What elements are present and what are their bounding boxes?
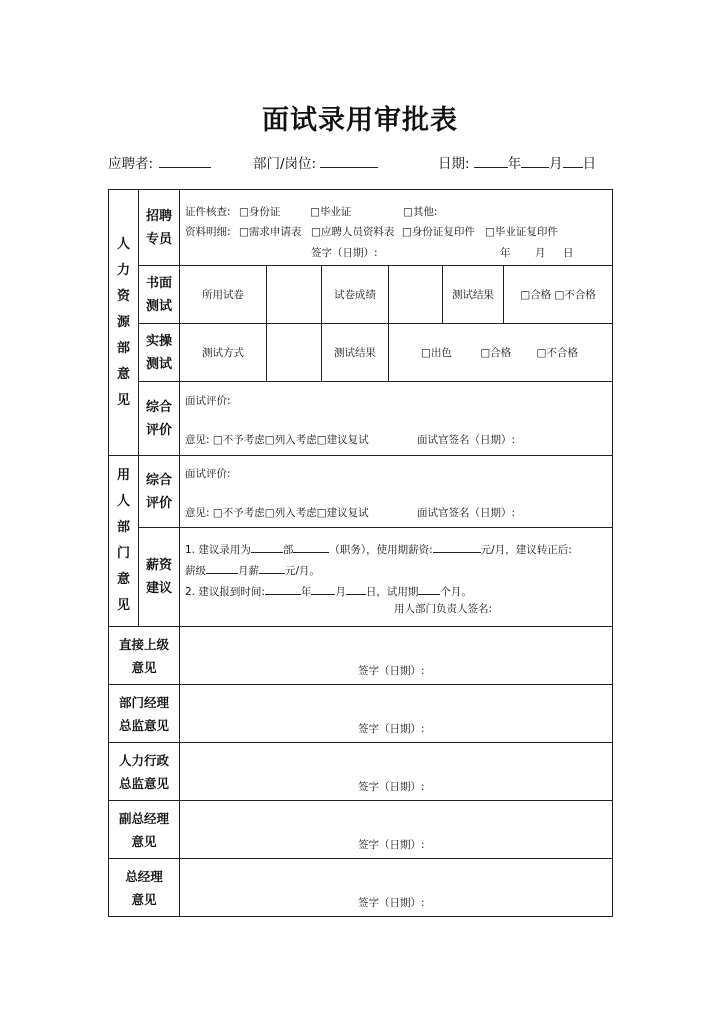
approval-label-dept-manager: 部门经理 总监意见 — [109, 685, 180, 743]
recruiter-label: 招聘 专员 — [139, 190, 180, 266]
test-method-label: 测试方式 — [180, 324, 267, 382]
practical-result-label: 测试结果 — [322, 324, 389, 382]
recruiter-sign-label: 签字（日期）: — [311, 247, 378, 259]
approval-label-hr-admin-director: 人力行政 总监意见 — [109, 743, 180, 801]
paper-score-label: 试卷成绩 — [322, 266, 389, 324]
date-month-input[interactable] — [521, 153, 549, 168]
hr-section-label: 人 力 资 源 部 意 见 — [109, 190, 139, 456]
practical-test-label: 实操 测试 — [139, 324, 180, 382]
written-result-options[interactable]: □合格 □不合格 — [504, 266, 613, 324]
page-title: 面试录用审批表 — [262, 105, 458, 136]
checkbox-id-card[interactable]: □身份证 — [239, 206, 281, 218]
approval-cell-hr-admin-director[interactable]: 签字（日期）: — [180, 743, 613, 801]
salary-label: 薪资 建议 — [139, 528, 180, 627]
date-year-input[interactable] — [474, 153, 508, 168]
approval-cell-dept-manager[interactable]: 签字（日期）: — [180, 685, 613, 743]
report-year-input[interactable] — [265, 580, 301, 595]
checkbox-id-copy[interactable]: □身份证复印件 — [402, 226, 475, 238]
dept-head-sign: 用人部门负责人签名: — [394, 603, 493, 615]
checkbox-other[interactable]: □其他: — [403, 206, 438, 218]
dept-eval-label: 面试评价: — [185, 468, 231, 480]
hr-interviewer-sign: 面试官签名（日期）: — [417, 434, 516, 446]
approval-cell-direct-supervisor[interactable]: 签字（日期）: — [180, 627, 613, 685]
report-month-input[interactable] — [311, 580, 335, 595]
dept-section-label: 用 人 部 门 意 见 — [109, 456, 139, 627]
checkbox-excellent[interactable]: □出色 — [421, 347, 452, 359]
hr-overall-label: 综合 评价 — [139, 382, 180, 456]
probation-salary-input[interactable] — [433, 538, 481, 553]
report-day-input[interactable] — [346, 580, 366, 595]
approval-label-direct-supervisor: 直接上级 意见 — [109, 627, 180, 685]
paper-used-input[interactable] — [267, 266, 322, 324]
monthly-salary-input[interactable] — [259, 559, 285, 574]
checkbox-applicant-info[interactable]: □应聘人员资料表 — [311, 226, 395, 238]
dept-position-input[interactable] — [320, 153, 378, 168]
dept-overall-cell — [180, 456, 613, 528]
salary-cell: 1. 建议录用为 部 （职务），使用期薪资: 元/月，建议转正后: 薪级 月薪 元/月。 2. 建议报到时间: 年 月 日，试用期 个月。 用人部门负责人签名: — [180, 528, 613, 627]
date-day-input[interactable] — [563, 153, 583, 168]
dept-position-field: 部门/岗位: — [253, 152, 378, 172]
checkbox-diploma-copy[interactable]: □毕业证复印件 — [485, 226, 558, 238]
hr-opinion-options[interactable]: 意见: □不予考虑□列入考虑□建议复试 — [185, 434, 369, 446]
approval-cell-gm[interactable]: 签字（日期）: — [180, 859, 613, 917]
dept-overall-label: 综合 评价 — [139, 456, 180, 528]
hr-overall-cell — [180, 382, 613, 456]
hr-eval-label: 面试评价: — [185, 395, 231, 407]
recruiter-cell: 证件核查: □身份证 □毕业证 □其他: 资料明细: □需求申请表 □应聘人员资料表 □身份证复印件 □毕业证复印件 签字（日期）: 年 月 日 — [180, 190, 613, 266]
applicant-field: 应聘者: — [108, 152, 211, 172]
written-test-label: 书面 测试 — [139, 266, 180, 324]
practical-result-options — [389, 324, 613, 382]
approval-cell-vice-gm[interactable]: 签字（日期）: — [180, 801, 613, 859]
salary-grade-input[interactable] — [206, 559, 238, 574]
paper-used-label: 所用试卷 — [180, 266, 267, 324]
test-method-input[interactable] — [267, 324, 322, 382]
hire-position-input[interactable] — [293, 538, 329, 553]
written-result-label: 测试结果 — [443, 266, 504, 324]
dept-opinion-options[interactable]: 意见: □不予考虑□列入考虑□建议复试 — [185, 507, 369, 519]
approval-label-vice-gm: 副总经理 意见 — [109, 801, 180, 859]
checkbox-pass[interactable]: □合格 — [480, 347, 512, 359]
checkbox-diploma[interactable]: □毕业证 — [310, 206, 352, 218]
hire-dept-input[interactable] — [251, 538, 283, 553]
dept-interviewer-sign: 面试官签名（日期）: — [417, 507, 516, 519]
applicant-input[interactable] — [159, 153, 211, 168]
checkbox-requisition[interactable]: □需求申请表 — [239, 226, 302, 238]
paper-score-input[interactable] — [389, 266, 443, 324]
date-field: 日期: 年 月 日 — [438, 152, 596, 172]
approval-form-table — [108, 189, 613, 917]
probation-months-input[interactable] — [418, 580, 440, 595]
approval-label-gm: 总经理 意见 — [109, 859, 180, 917]
checkbox-fail[interactable]: □不合格 — [536, 347, 578, 359]
